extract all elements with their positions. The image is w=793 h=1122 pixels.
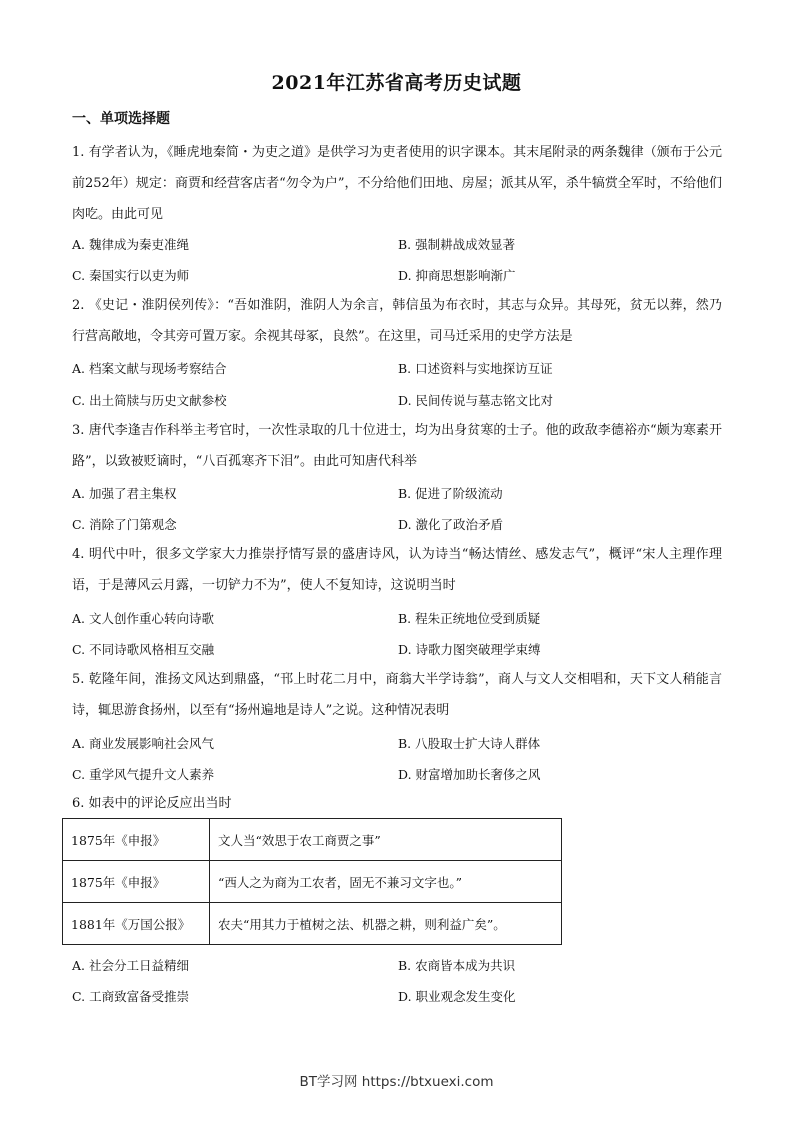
- question-4-option-b: B. 程朱正统地位受到质疑: [398, 611, 541, 626]
- section-heading: 一、单项选择题: [72, 111, 170, 127]
- question-2-option-c: C. 出土简牍与历史文献参校: [72, 393, 227, 408]
- question-2-option-b: B. 口述资料与实地探访互证: [398, 361, 553, 376]
- question-6-option-a: A. 社会分工日益精细: [72, 958, 189, 973]
- question-1-option-b: B. 强制耕战成效显著: [398, 237, 516, 252]
- question-4-option-a: A. 文人创作重心转向诗歌: [72, 611, 214, 626]
- question-6-option-d: D. 职业观念发生变化: [398, 989, 516, 1004]
- question-3-option-a: A. 加强了君主集权: [72, 486, 177, 501]
- table-row: [63, 861, 562, 903]
- question-6-stem: 6. 如表中的评论反应出当时: [72, 796, 232, 811]
- question-4-option-d: D. 诗歌力图突破理学束缚: [398, 642, 541, 657]
- question-5-option-c: C. 重学风气提升文人素养: [72, 767, 215, 782]
- question-3-option-b: B. 促进了阶级流动: [398, 486, 503, 501]
- question-5-option-d: D. 财富增加助长奢侈之风: [398, 767, 541, 782]
- question-3-option-d: D. 激化了政治矛盾: [398, 517, 504, 532]
- table-cell-quote: “西人之为商为工农者，固无不兼习文字也。”: [210, 861, 562, 903]
- table-cell-quote: 农夫“用其力于植树之法、机器之耕，则利益广矣”。: [210, 903, 562, 945]
- question-6-table: [62, 818, 562, 945]
- question-6-option-b: B. 农商皆本成为共识: [398, 958, 516, 973]
- question-2-option-d: D. 民间传说与墓志铭文比对: [398, 393, 554, 408]
- question-4-option-c: C. 不同诗歌风格相互交融: [72, 642, 215, 657]
- page-title: 2021年江苏省高考历史试题: [271, 72, 522, 94]
- question-1-option-d: D. 抑商思想影响渐广: [398, 268, 516, 283]
- question-2-stem: 2. 《史记・淮阴侯列传》：“吾如淮阴，淮阴人为余言，韩信虽为布衣时，其志与众异。其母死，贫无以葬，然乃行营高敞地，令其旁可置万家。余视其母冢，良然”。在这里，司马迁采用的史学方法是: [72, 298, 722, 344]
- table-cell-source: 1875年《申报》: [63, 819, 210, 861]
- table-cell-source: 1881年《万国公报》: [63, 903, 210, 945]
- question-6-option-c: C. 工商致富备受推崇: [72, 989, 190, 1004]
- question-2-option-a: A. 档案文献与现场考察结合: [72, 361, 227, 376]
- question-3-stem: 3. 唐代李逢吉作科举主考官时，一次性录取的几十位进士，均为出身贫寒的士子。他的政敌李德裕亦“颇为寒素开路”，以致被贬谪时，“八百孤寒齐下泪”。由此可知唐代科举: [72, 423, 722, 469]
- table-row: [63, 903, 562, 945]
- question-5-option-b: B. 八股取士扩大诗人群体: [398, 736, 541, 751]
- question-5-option-a: A. 商业发展影响社会风气: [72, 736, 214, 751]
- question-1-option-c: C. 秦国实行以吏为师: [72, 268, 190, 283]
- question-1-stem: 1. 有学者认为，《睡虎地秦简・为吏之道》是供学习为吏者使用的识字课本。其末尾附录的两条魏律（颁布于公元前252年）规定：商贾和经营客店者“勿令为户”，不分给他们田地、房屋；派其从军，杀牛犒赏全军时，不给他们肉吃。由此可见: [72, 145, 722, 222]
- table-row: [63, 819, 562, 861]
- question-5-stem: 5. 乾隆年间，淮扬文风达到鼎盛，“邗上时花二月中，商翁大半学诗翁”，商人与文人交相唱和，天下文人稍能言诗，辄思游食扬州，以至有“扬州遍地是诗人”之说。这种情况表明: [72, 672, 722, 718]
- table-cell-quote: 文人当“效思于农工商贾之事”: [210, 819, 562, 861]
- question-1-option-a: A. 魏律成为秦吏准绳: [72, 237, 189, 252]
- footer-watermark: BT学习网 https://btxuexi.com: [299, 1074, 494, 1090]
- question-4-stem: 4. 明代中叶，很多文学家大力推崇抒情写景的盛唐诗风，认为诗当“畅达情丝、感发志气”，概评“宋人主理作理语，于是薄风云月露，一切铲力不为”，使人不复知诗，这说明当时: [72, 547, 722, 593]
- question-3-option-c: C. 消除了门第观念: [72, 517, 177, 532]
- table-cell-source: 1875年《申报》: [63, 861, 210, 903]
